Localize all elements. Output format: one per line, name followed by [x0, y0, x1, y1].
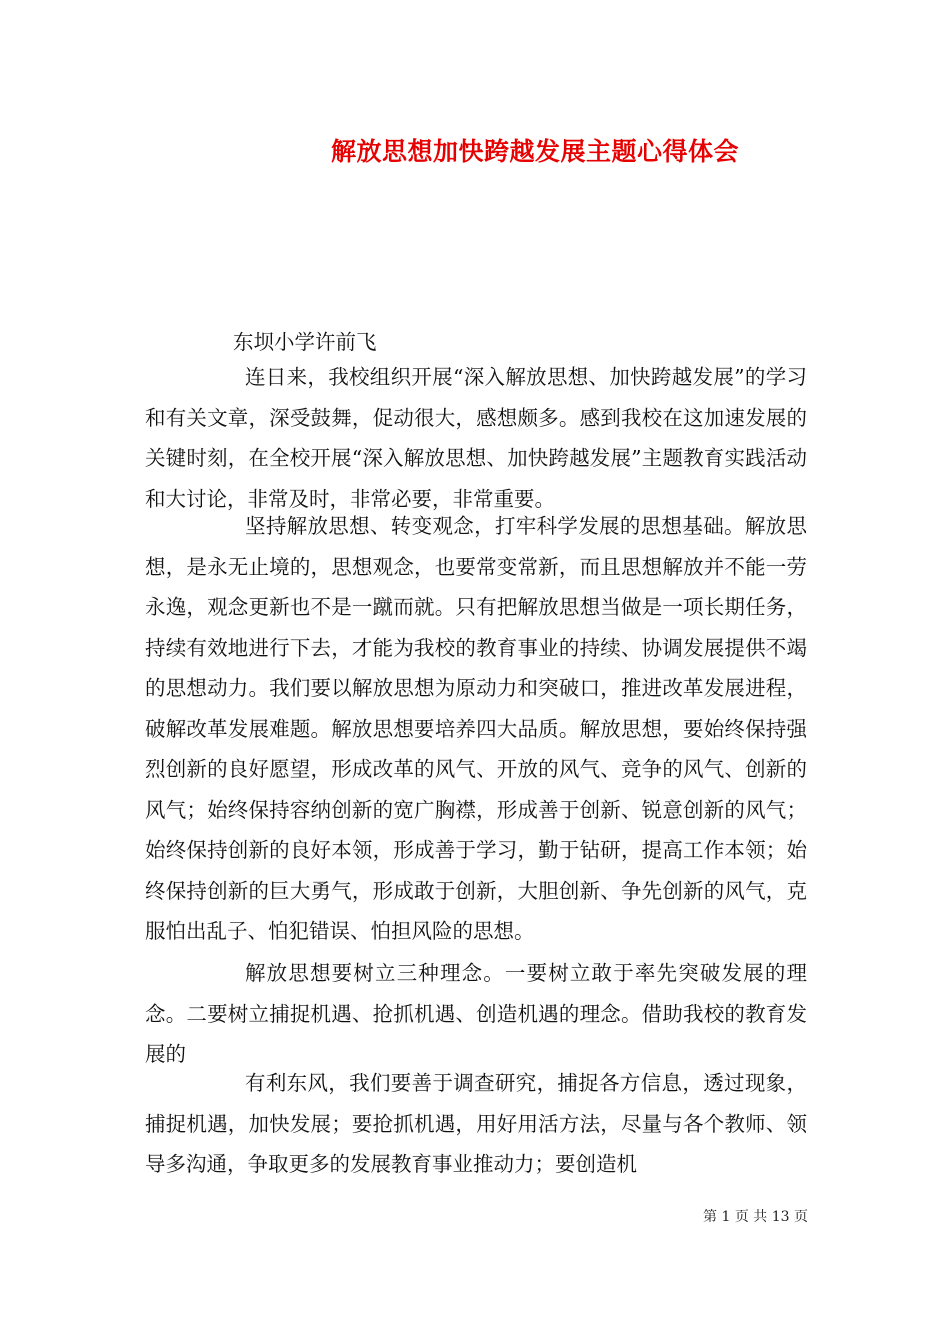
paragraph-1: 连日来，我校组织开展“深入解放思想、加快跨越发展”的学习和有关文章，深受鼓舞，促动很大，感想颇多。感到我校在这加速发展的关键时刻，在全校开展“深入解放思想、加快跨越发展”主题教育实践活动和大讨论，非常及时，非常必要，非常重要。 [145, 365, 807, 511]
paragraph-4: 有利东风，我们要善于调查研究，捕捉各方信息，透过现象，捕捉机遇，加快发展；要抢抓机遇，用好用活方法，尽量与各个教师、领导多沟通，争取更多的发展教育事业推动力；要创造机 [145, 1071, 807, 1176]
document-title: 解放思想加快跨越发展主题心得体会 [330, 137, 739, 166]
paragraph-3: 解放思想要树立三种理念。一要树立敢于率先突破发展的理念。二要树立捕捉机遇、抢抓机遇、创造机遇的理念。借助我校的教育发展的 [145, 961, 807, 1066]
paragraph-2: 坚持解放思想、转变观念，打牢科学发展的思想基础。解放思想，是永无止境的，思想观念，也要常变常新，而且思想解放并不能一劳永逸，观念更新也不是一蹴而就。只有把解放思想当做是一项长期任务，持续有效地进行下去，才能为我校的教育事业的持续、协调发展提供不竭的思想动力。我们要以解放思想为原动力和突破口，推进改革发展进程，破解改革发展难题。解放思想要培养四大品质。解放思想，要始终保持强烈创新的良好愿望，形成改革的风气、开放的风气、竞争的风气、创新的风气；始终保持容纳创新的宽广胸襟，形成善于创新、锐意创新的风气；始终保持创新的良好本领，形成善于学习，勤于钻研，提高工作本领；始终保持创新的巨大勇气，形成敢于创新，大胆创新、争先创新的风气，克服怕出乱子、怕犯错误、怕担风险的思想。 [145, 514, 807, 943]
page-number-footer: 第 1 页 共 13 页 [703, 1209, 808, 1225]
document-author: 东坝小学许前飞 [233, 330, 377, 354]
